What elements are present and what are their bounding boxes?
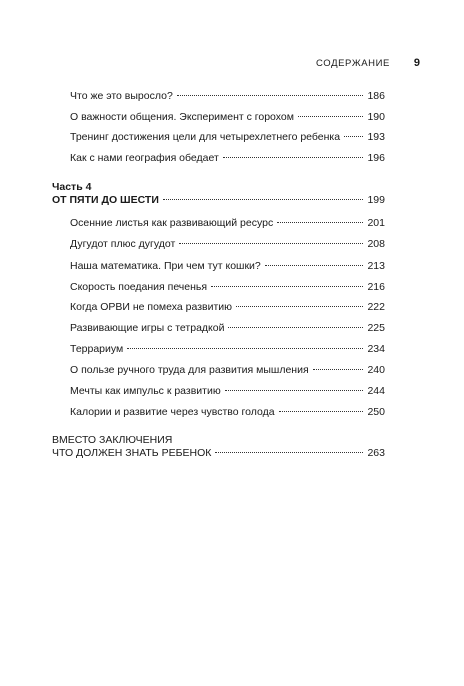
toc-entry-title: О пользе ручного труда для развития мышления: [70, 364, 309, 376]
toc-entry-title: Калории и развитие через чувство голода: [70, 406, 275, 418]
toc-entry[interactable]: [70, 281, 385, 297]
toc-entry-page: 225: [367, 322, 385, 334]
part-title: ОТ ПЯТИ ДО ШЕСТИ: [52, 194, 159, 206]
dot-leader: [179, 243, 363, 244]
toc-entry-page: 186: [367, 90, 385, 102]
toc-entry[interactable]: [70, 238, 385, 254]
dot-leader: [211, 286, 363, 287]
toc-entry-title: Развивающие игры с тетрадкой: [70, 322, 225, 334]
toc-entry-page: 213: [367, 260, 385, 272]
toc-entry-page: 190: [367, 111, 385, 123]
dot-leader: [313, 369, 364, 370]
dot-leader: [236, 306, 363, 307]
toc-entry[interactable]: [70, 385, 385, 401]
toc-entry[interactable]: [70, 90, 385, 106]
toc-entry[interactable]: [70, 301, 385, 317]
toc-entry[interactable]: [70, 343, 385, 359]
toc-entry-title: Террариум: [70, 343, 124, 355]
dot-leader: [344, 136, 363, 137]
dot-leader: [127, 348, 363, 349]
toc-entry-page: 263: [367, 447, 385, 459]
toc-entry[interactable]: [70, 260, 385, 276]
dot-leader: [215, 452, 363, 453]
toc-entry[interactable]: [70, 152, 385, 168]
toc-entry-page: 216: [367, 281, 385, 293]
toc-entry-title: Мечты как импульс к развитию: [70, 385, 221, 397]
toc-entry-page: 196: [367, 152, 385, 164]
toc-entry-title: Тренинг достижения цели для четырехлетнего ребенка: [70, 131, 341, 143]
running-title: СОДЕРЖАНИЕ: [316, 58, 390, 69]
ending-heading: ВМЕСТО ЗАКЛЮЧЕНИЯ: [52, 434, 173, 446]
toc-entry-title: Наша математика. При чем тут кошки?: [70, 260, 261, 272]
toc-entry-page: 199: [367, 194, 385, 206]
dot-leader: [298, 116, 364, 117]
running-header: [0, 58, 464, 74]
toc-entry-page: 234: [367, 343, 385, 355]
dot-leader: [228, 327, 363, 328]
toc-entry-page: 240: [367, 364, 385, 376]
toc-entry-title: Как с нами география обедает: [70, 152, 219, 164]
page-number: 9: [413, 57, 420, 69]
dot-leader: [177, 95, 364, 96]
toc-entry-page: 201: [367, 217, 385, 229]
toc-entry[interactable]: [70, 131, 385, 147]
dot-leader: [265, 265, 364, 266]
toc-entry-title: Дугудот плюс дугудот: [70, 238, 176, 250]
dot-leader: [223, 157, 364, 158]
toc-entry-page: 208: [367, 238, 385, 250]
toc-entry-title: Что же это выросло?: [70, 90, 173, 102]
toc-entry[interactable]: [70, 406, 385, 422]
dot-leader: [163, 199, 364, 200]
toc-part-entry[interactable]: [52, 194, 385, 210]
part-label: Часть 4: [52, 181, 92, 193]
toc-entry[interactable]: [70, 111, 385, 127]
toc-entry-page: 222: [367, 301, 385, 313]
toc-entry[interactable]: [70, 322, 385, 338]
toc-entry[interactable]: [70, 364, 385, 380]
toc-ending-entry[interactable]: [52, 447, 385, 463]
dot-leader: [225, 390, 364, 391]
dot-leader: [279, 411, 364, 412]
toc-entry-title: Когда ОРВИ не помеха развитию: [70, 301, 233, 313]
ending-title: ЧТО ДОЛЖЕН ЗНАТЬ РЕБЕНОК: [52, 447, 212, 459]
toc-entry[interactable]: [70, 217, 385, 233]
toc-entry-title: Осенние листья как развивающий ресурс: [70, 217, 274, 229]
toc-entry-title: Скорость поедания печенья: [70, 281, 208, 293]
toc-entry-page: 244: [367, 385, 385, 397]
toc-entry-page: 193: [367, 131, 385, 143]
toc-entry-page: 250: [367, 406, 385, 418]
toc-entry-title: О важности общения. Эксперимент с горохом: [70, 111, 294, 123]
dot-leader: [277, 222, 363, 223]
